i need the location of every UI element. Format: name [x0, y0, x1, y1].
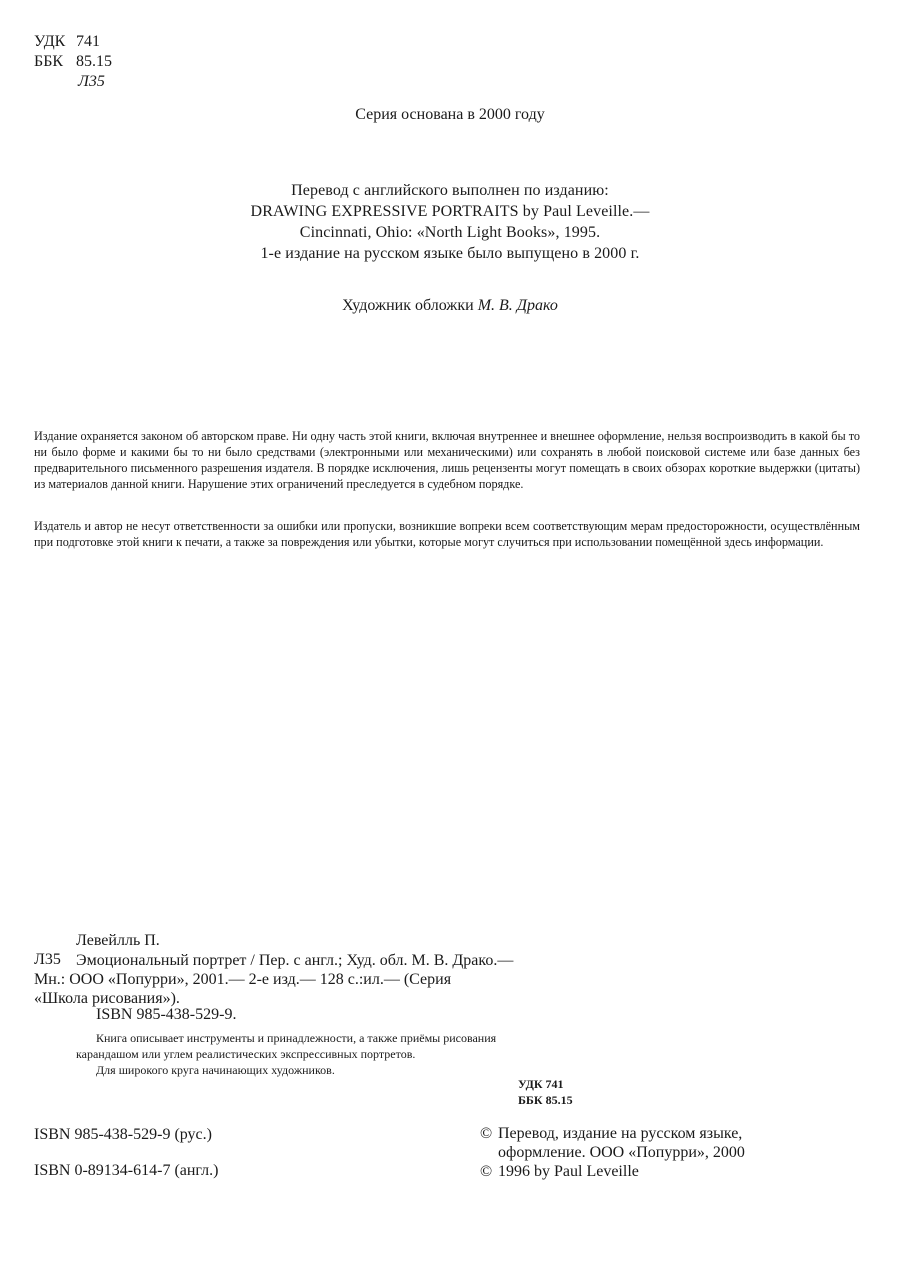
copyright-symbol-2: © — [480, 1163, 493, 1180]
annotation-line-2: карандашом или углем реалистических экспрессивных портретов. — [76, 1047, 416, 1061]
copyright-line-3 — [480, 1162, 745, 1181]
bib-isbn: ISBN 985-438-529-9. — [96, 1006, 237, 1023]
author-mark: Л35 — [78, 73, 105, 90]
translation-line-4: 1-е издание на русском языке было выпущено в 2000 г. — [260, 245, 640, 262]
bbk-value: 85.15 — [76, 53, 112, 70]
udk-value: 741 — [76, 33, 100, 50]
isbn-english: ISBN 0-89134-614-7 (англ.) — [34, 1162, 219, 1179]
isbn-russian: ISBN 985-438-529-9 (рус.) — [34, 1126, 212, 1143]
bib-line-2: Мн.: ООО «Попурри», 2001.— 2-е изд.— 128 с.:ил.— (Серия — [34, 971, 452, 988]
translation-line-2: DRAWING EXPRESSIVE PORTRAITS by Paul Leveille.— — [250, 203, 650, 220]
annotation-line-3: Для широкого круга начинающих художников. — [96, 1063, 335, 1077]
cover-artist-label: Художник обложки — [342, 297, 474, 314]
copyright-symbol-1: © — [480, 1125, 493, 1142]
translation-line-1: Перевод с английского выполнен по изданию: — [291, 182, 609, 199]
series-note: Серия основана в 2000 году — [355, 106, 545, 123]
annotation — [76, 1030, 582, 1078]
udk-label: УДК — [34, 33, 66, 50]
bbk-label: ББК — [34, 53, 64, 70]
bbk-row — [34, 52, 112, 72]
annotation-line-1: Книга описывает инструменты и принадлежности, а также приёмы рисования — [96, 1031, 497, 1045]
copyright-text-3: 1996 by Paul Leveille — [498, 1163, 639, 1180]
bib-author: Левейлль П. — [76, 932, 160, 949]
bib-line-1: Эмоциональный портрет / Пер. с англ.; Худ. обл. М. В. Драко.— — [76, 952, 514, 969]
classification-codes — [34, 32, 112, 92]
copyright-block — [480, 1124, 745, 1181]
bib-line-3: «Школа рисования»). — [34, 990, 180, 1007]
bib-author-mark: Л35 — [34, 951, 61, 968]
bottom-classification — [518, 1076, 573, 1108]
copyright-notice: Издание охраняется законом об авторском праве. Ни одну часть этой книги, включая внутреннее и внешнее оформление, нельзя воспроизводить в какой бы то ни было форме и какими бы то ни было средствами (электронными или механическими) или сохранять в любой поисковой системе или базе данных без предварительного письменного разрешения издателя. В порядке исключения, лишь рецензенты могут помещать в своих обзорах короткие выдержки (цитаты) из материалов данной книги. Нарушение этих ограничений преследуется в судебном порядке. — [34, 429, 860, 491]
translation-line-3: Cincinnati, Ohio: «North Light Books», 1995. — [299, 224, 601, 241]
udk-row — [34, 32, 112, 52]
cover-artist — [0, 297, 900, 315]
copyright-text-1: Перевод, издание на русском языке, — [498, 1125, 743, 1142]
cover-artist-name: М. В. Драко — [477, 297, 558, 314]
bottom-bbk: ББК 85.15 — [518, 1093, 573, 1107]
liability-disclaimer: Издатель и автор не несут ответственности за ошибки или пропуски, возникшие вопреки всем соответствующим мерам предосторожности, осуществлённым при подготовке этой книги к печати, а также за повреждения или убытки, которые могут случиться при использовании помещённой здесь информации. — [34, 519, 860, 549]
copyright-line-2: оформление. ООО «Попурри», 2000 — [498, 1144, 745, 1161]
translation-info — [0, 180, 900, 264]
bottom-udk: УДК 741 — [518, 1077, 564, 1091]
copyright-line-1 — [480, 1124, 745, 1143]
